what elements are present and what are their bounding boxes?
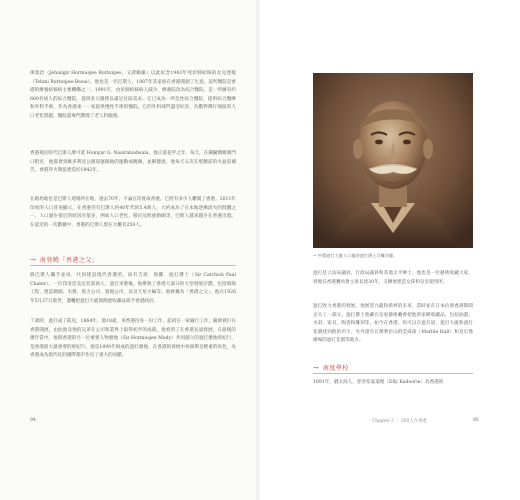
left-paragraph-5: ７歲時，遮打成了孤兒，1864年，他18歲，來香港投身一份工作，起初在一家銀行工作，隨即被打在香港開展，由此他及他的兄弟在公司和業界上取得初步的成就，他看到了在香港長遠發展，在最後的幾年當中，他與香港的另一位重要人物麼地（Sir Hormusjee Mody）共同創立的遮打麼地經紀行，是香港最大最重要的經紀行。他是1890年組成的遮打麼地，在香港的發展中扮演舉足輕重的角色，為香港成為現代化的國際都市作出了重大的貢獻。: [30, 319, 236, 359]
running-head: Chapter 2 ｜ 印度人在香港: [372, 419, 427, 424]
left-paragraph-3: 在路馬地也是巴斯人建場所在地，過去70年，不論在印度或香港，已經有多少人離開了香港。2011年印度的人口普查顯示，在香港仍有巴斯人約40年代的5.4萬人，大約成為了在本地逐漸消失的群體之一。人口減少很近的原因有很多，例如人口老化，移民及跨族婚姻等，巴斯人越來越少在香港出現。在最近的一次數據中，香港的巴斯人現在大概有250人。: [30, 197, 236, 228]
section-heading-school: [313, 363, 349, 372]
section-heading-father: [30, 255, 98, 264]
arrow-right-icon: →: [313, 363, 319, 372]
page-number-right: 95: [473, 418, 479, 423]
left-paragraph-1: 律敦治（Jehangir Hormusjee Ruttonjee，又譯賴廉）以此紀念1943年死於肺結核的女兒達嫚（Tehmi Ruttonjee-Desai）。他也是一名巴斯人，1887年其家族在香港開創了生意，這所醫院是香港的療養結核病主要機構之一。1991年，由於肺結核病人減少，療養院改為綜合醫院，是一所擁有約600名病人的綜合醫院，提供多元服務以滿足社區需求。它已成為一所急性綜合醫院，提供綜合醫療和外科手術，作為香港東一一家提供慢性手術的醫院。它的外科部門盡受好評，為數對灣仔地區的人口老化問題，醫院還專門護理了老人科服務。: [30, 71, 236, 119]
chater-relief-photo: [313, 73, 473, 248]
right-paragraph-1: 遮打是立法局議員，行政局議員和其他太平紳士，他也是一位藝術收藏大家，曾擔任香港賽馬會主席長達30年，又擴展建造女孩和皇室使用所。: [313, 271, 473, 285]
right-paragraph-2: 遮打致力香港的發展，他展望九龍和新界的未來，當時並在日本佔領香港期間丟失了一部分。遮打爵士收藏在皇家藝術廳會把他的家鄉收藏品，包括油畫、水彩、家具，陶瓷和雕刻等，如今在香港，你可以在遮打道，遮打大廈和遮打花園找到他的名字，另外還有在摩利臣山的雲咸街（Marble Hall）和皇后像廣場的遮打花園等地方。: [313, 304, 473, 344]
arrow-right-icon: →: [30, 255, 36, 264]
section-heading-school-label: 南度學校: [322, 365, 349, 372]
caption-arrow-icon: →: [313, 253, 318, 258]
right-paragraph-3: 1891年，猶太商人，慈善家嘉道理（Elly Kadoorie）為香港的: [313, 380, 444, 385]
heading-rule: [30, 265, 236, 266]
heading-rule-right: [313, 373, 473, 374]
bronze-relief-portrait: [313, 73, 473, 248]
section-heading-label: 南登曉「香港之父」: [39, 257, 99, 264]
left-paragraph-4: 與巴斯人攜手並肩，共同建設現代香港的，尚有吉席．保羅．遮打爵士（Sir Catchick Paul Chater）。一位印度亞美尼亞裔商人，遮打來港後，他參與了香港大部分的大型發展計劃，包括填海工程、建造碼頭、水務、電力公司、置地公司，以及天星小輪等。他被稱為「香港之父」，他在1926年5月27日逝世，遺囑把遮打大廈與陶瓷收藏品捐予香港政府。: [30, 273, 236, 304]
photo-caption-text: 中環遮打大廈入口處的遮打爵士浮雕肖像。: [317, 253, 398, 258]
page-number-left: 94: [30, 418, 36, 423]
photo-caption: [313, 253, 473, 259]
left-paragraph-2: 香港殖民時代巴斯人摩可延 Homyar G. Nusirabadwala，他正值花甲之年，每天，在銅鑼灣維園門口附近，他都會到維多利亞公園晨運做他的運動或跳舞，並稱健康，他每天五次在壁鏈前的火盆前禱告，香港拜火教徒建造於1842年。: [30, 151, 236, 174]
